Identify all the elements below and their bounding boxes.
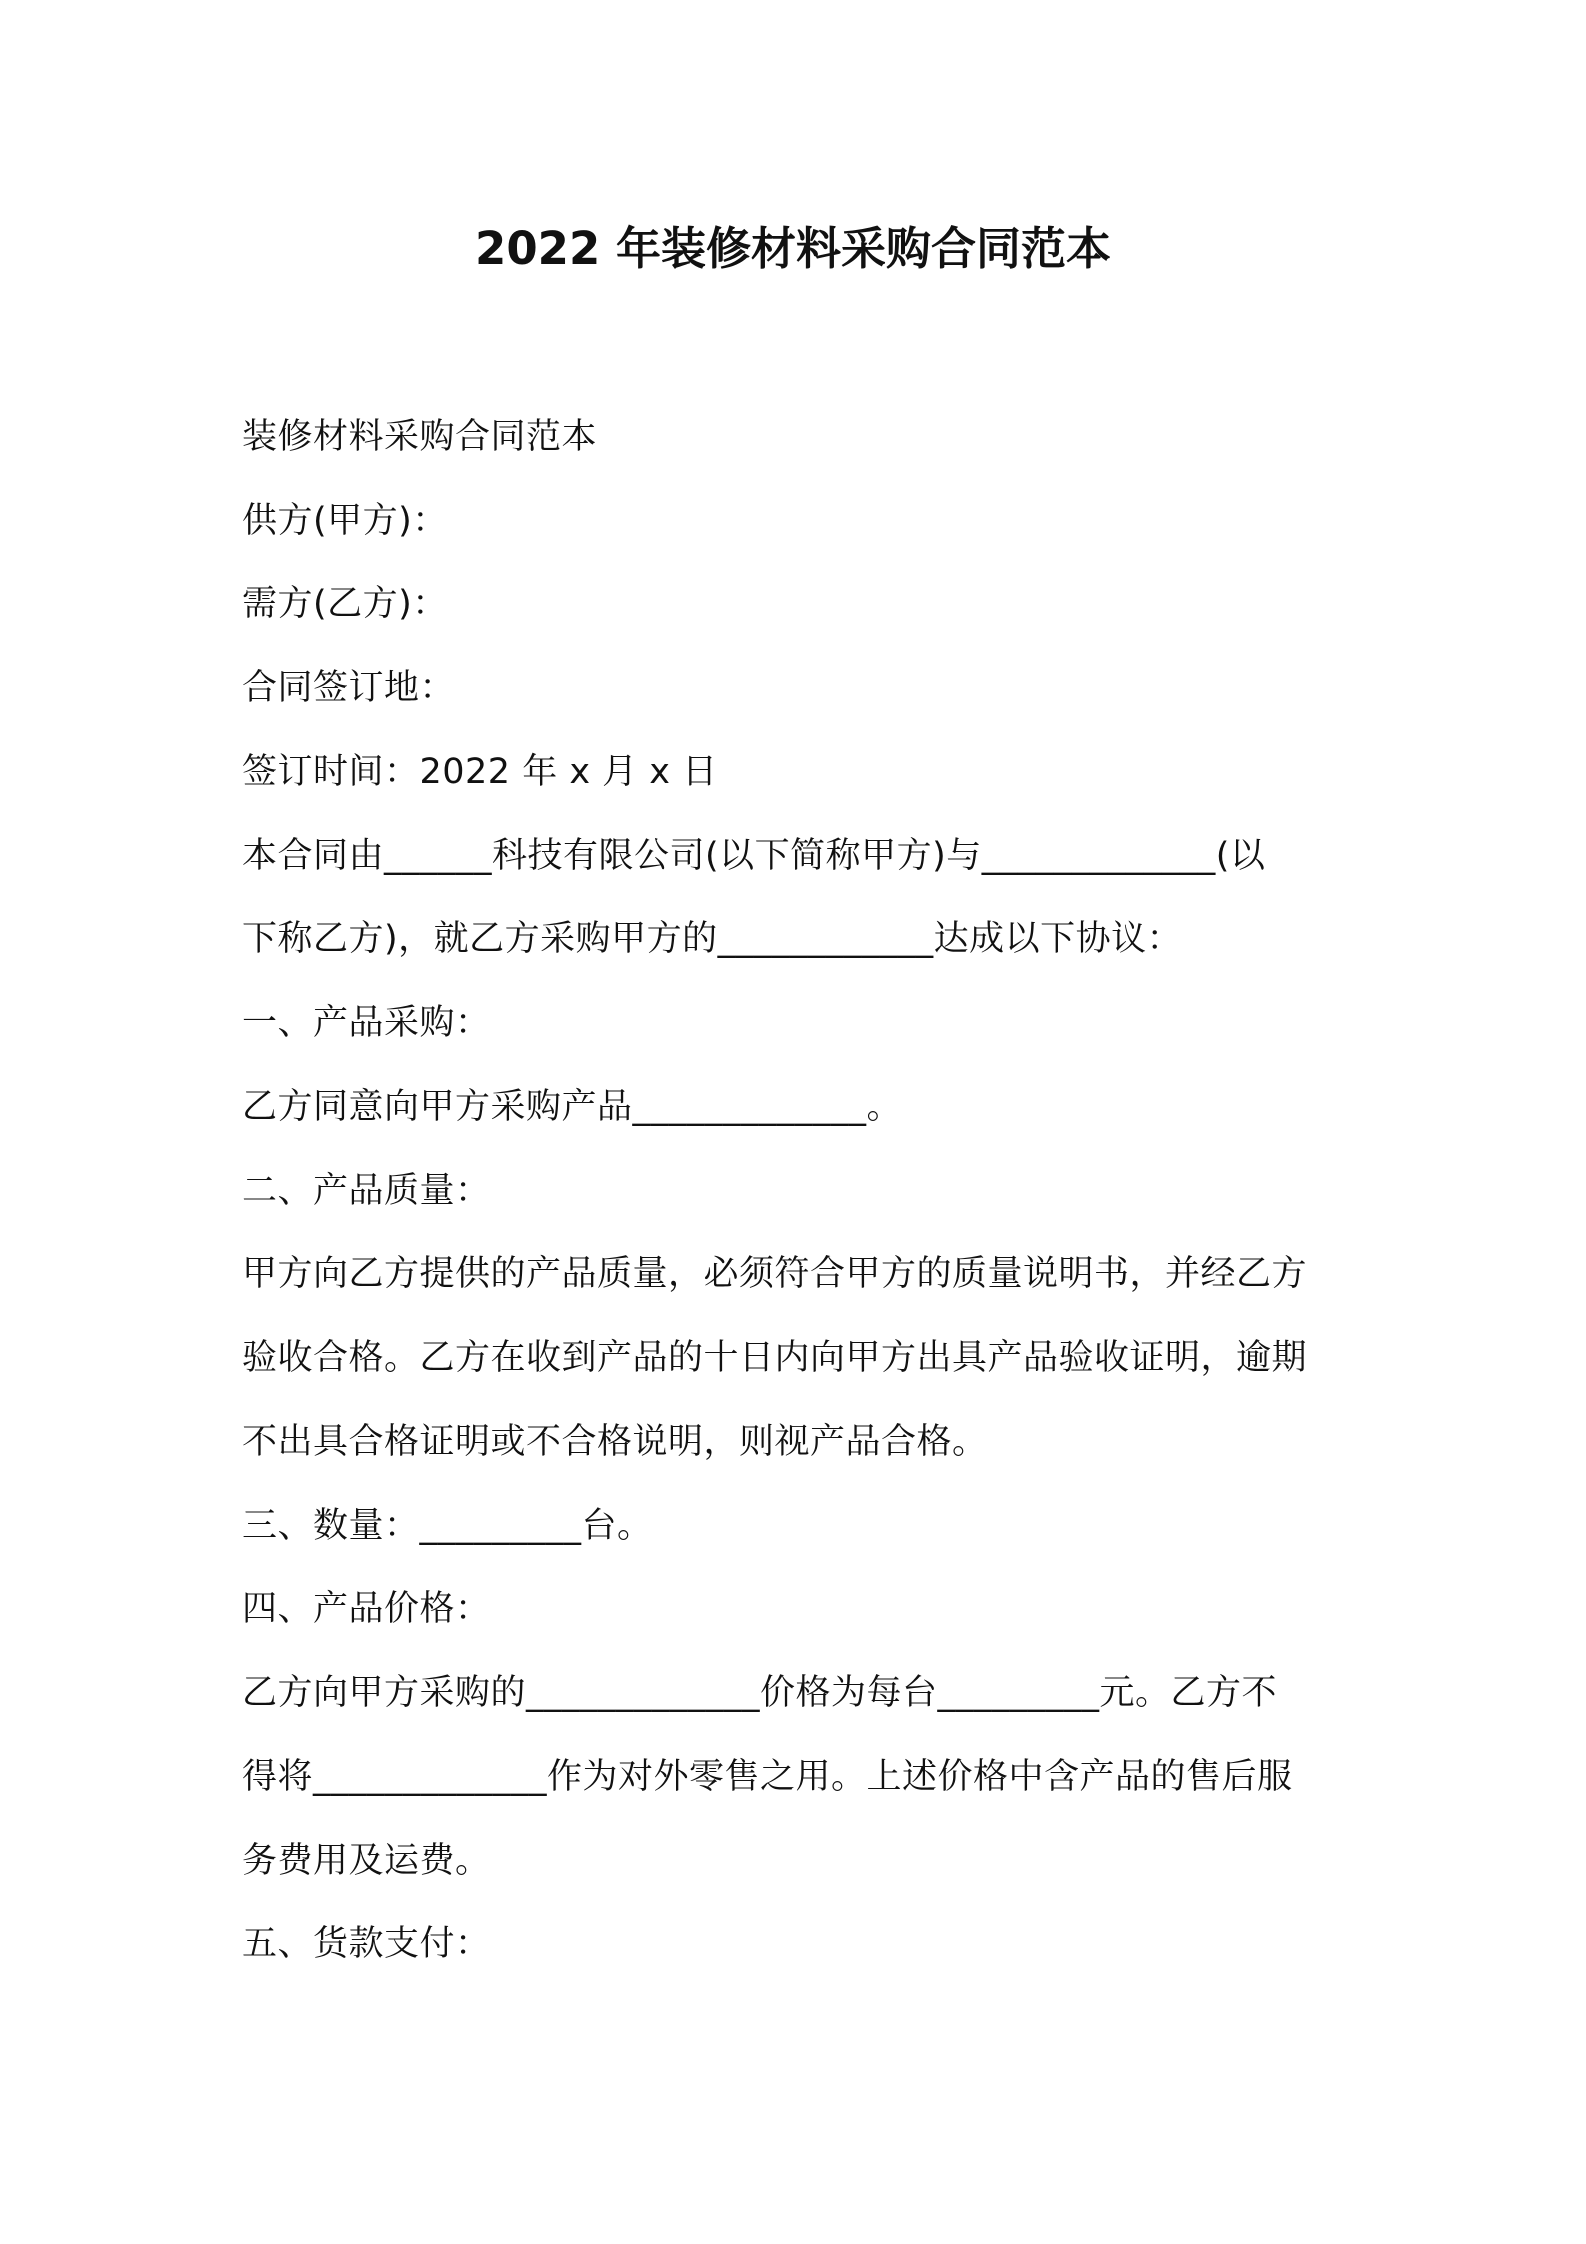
preamble-line-2: 下称乙方)，就乙方采购甲方的____________达成以下协议： (242, 919, 1183, 959)
section-1-body: 乙方同意向甲方采购产品_____________。 (242, 1087, 903, 1127)
section-2-body-line-2: 验收合格。乙方在收到产品的十日内向甲方出具产品验收证明，逾期 (242, 1338, 1308, 1378)
section-4-body-line-1: 乙方向甲方采购的_____________价格为每台_________元。乙方不 (242, 1673, 1278, 1713)
supplier-line: 供方(甲方)： (242, 501, 448, 541)
section-4-body-line-3: 务费用及运费。 (242, 1841, 491, 1881)
signing-place-line: 合同签订地： (242, 668, 456, 708)
buyer-line: 需方(乙方)： (242, 584, 448, 624)
document-title: 2022 年装修材料采购合同范本 (475, 222, 1111, 275)
section-4-heading: 四、产品价格： (242, 1589, 491, 1629)
section-2-heading: 二、产品质量： (242, 1171, 491, 1211)
preamble-line-1: 本合同由______科技有限公司(以下简称甲方)与_____________(以 (242, 836, 1266, 876)
section-3-line: 三、数量：_________台。 (242, 1506, 653, 1546)
contract-subtitle: 装修材料采购合同范本 (242, 417, 598, 457)
section-5-heading: 五、货款支付： (242, 1924, 491, 1964)
section-2-body-line-1: 甲方向乙方提供的产品质量，必须符合甲方的质量说明书，并经乙方 (242, 1254, 1308, 1294)
section-2-body-line-3: 不出具合格证明或不合格说明，则视产品合格。 (242, 1422, 988, 1462)
section-1-heading: 一、产品采购： (242, 1003, 491, 1043)
signing-date-line: 签订时间：2022 年 x 月 x 日 (242, 752, 718, 792)
section-4-body-line-2: 得将_____________作为对外零售之用。上述价格中含产品的售后服 (242, 1757, 1293, 1797)
